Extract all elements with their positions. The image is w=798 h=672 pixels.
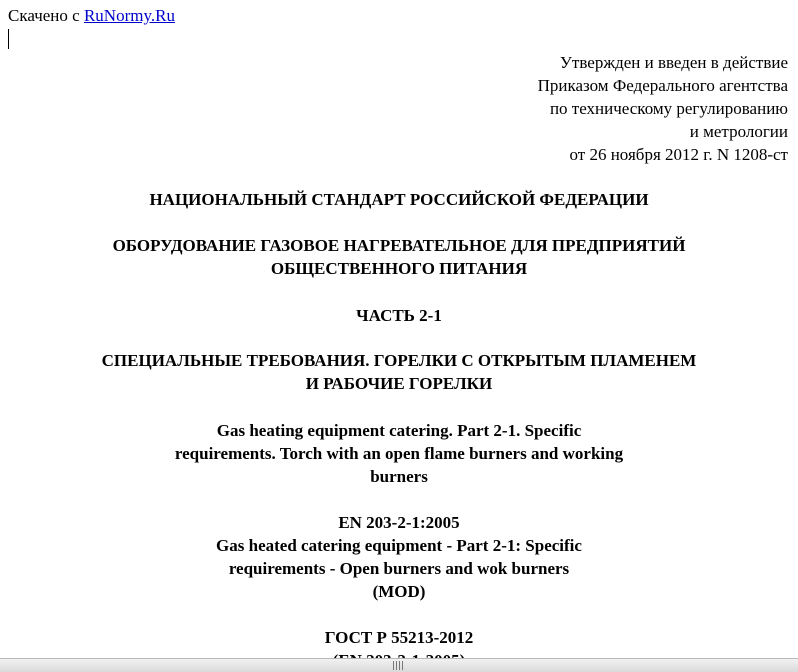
english-title-line: requirements. Torch with an open flame burners and working <box>174 444 624 463</box>
en-standard-number: EN 203-2-1:2005 <box>338 513 460 532</box>
scroll-grip-icon[interactable] <box>393 661 405 670</box>
approval-line: и метрологии <box>689 122 788 141</box>
runormy-link[interactable]: RuNormy.Ru <box>83 6 175 25</box>
approval-line: Утвержден и введен в действие <box>559 53 788 72</box>
subtitle-line: И РАБОЧИЕ ГОРЕЛКИ <box>305 374 493 393</box>
approval-line: от 26 ноября 2012 г. N 1208-ст <box>569 145 788 164</box>
en-standard-block <box>0 511 798 603</box>
approval-block <box>538 51 788 166</box>
source-prefix: Скачено с <box>8 6 84 25</box>
horizontal-scrollbar[interactable] <box>0 658 798 672</box>
title-line: ОБЩЕСТВЕННОГО ПИТАНИЯ <box>270 259 528 278</box>
document-subtitle <box>0 349 798 395</box>
en-title-line: requirements - Open burners and wok burners <box>228 559 570 578</box>
english-title-line: Gas heating equipment catering. Part 2-1. Specific <box>216 421 582 440</box>
document-title <box>0 234 798 280</box>
text-cursor <box>8 29 9 49</box>
source-line <box>8 6 175 26</box>
subtitle-line: СПЕЦИАЛЬНЫЕ ТРЕБОВАНИЯ. ГОРЕЛКИ С ОТКРЫТЫМ ПЛАМЕНЕМ <box>101 351 697 370</box>
title-line: ОБОРУДОВАНИЕ ГАЗОВОЕ НАГРЕВАТЕЛЬНОЕ ДЛЯ ПРЕДПРИЯТИЙ <box>112 236 686 255</box>
approval-line: Приказом Федерального агентства <box>537 76 788 95</box>
approval-line: по техническому регулированию <box>549 99 788 118</box>
part-heading: ЧАСТЬ 2-1 <box>356 306 442 325</box>
en-title-line: (MOD) <box>372 582 426 601</box>
standard-type-heading: НАЦИОНАЛЬНЫЙ СТАНДАРТ РОССИЙСКОЙ ФЕДЕРАЦИИ <box>149 190 649 209</box>
english-title <box>0 419 798 488</box>
gost-number: ГОСТ Р 55213-2012 <box>324 628 474 647</box>
english-title-line: burners <box>370 467 428 486</box>
en-title-line: Gas heated catering equipment - Part 2-1: Specific <box>216 536 582 555</box>
